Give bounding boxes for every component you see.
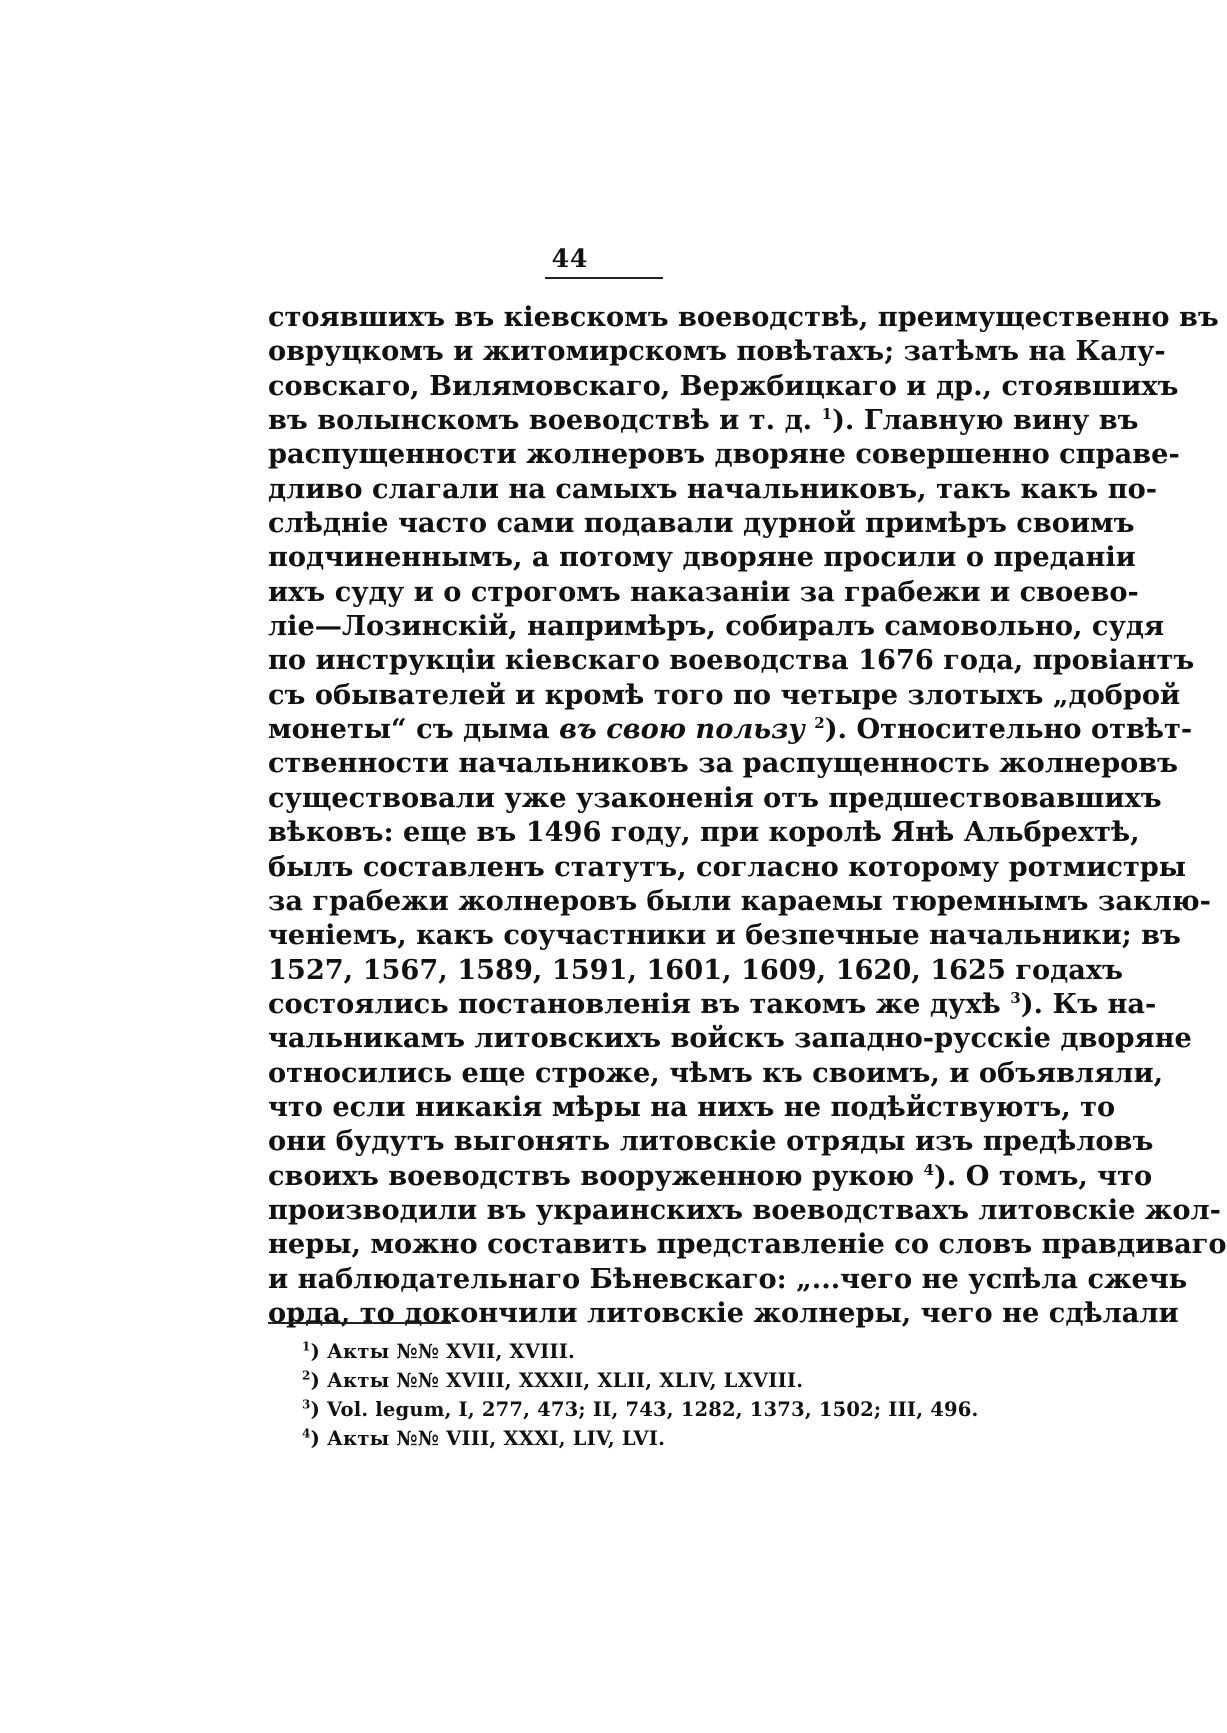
footnote bbox=[302, 1424, 922, 1453]
text-line bbox=[268, 403, 1139, 437]
text-segment: существовали уже узаконенія отъ предшествовавшихъ bbox=[268, 781, 1162, 814]
text-segment: овруцкомъ и житомирскомъ повѣтахъ; затѣмъ на Калу- bbox=[268, 335, 1166, 368]
text-segment: съ обывателей и кромѣ того по четыре злотыхъ „доброй bbox=[268, 678, 1181, 711]
footnote-text: ) Акты №№ VIII, XXXI, LIV, LVI. bbox=[310, 1427, 666, 1450]
text-segment: ченіемъ, какъ соучастники и безпечные начальники; въ bbox=[268, 919, 1181, 952]
text-line bbox=[268, 1159, 1153, 1193]
text-line bbox=[268, 918, 1181, 952]
text-line bbox=[268, 609, 1165, 643]
footnote-mark: 4 bbox=[302, 1426, 311, 1441]
text-line bbox=[268, 884, 1211, 918]
text-segment: своихъ воеводствъ вооруженною рукою bbox=[268, 1159, 924, 1192]
text-segment: совскаго, Вилямовскаго, Вержбицкаго и др., стоявшихъ bbox=[268, 369, 1179, 402]
footnote bbox=[302, 1366, 922, 1395]
text-segment bbox=[805, 713, 814, 745]
text-segment: ихъ суду и о строгомъ наказаніи за грабежи и своево- bbox=[268, 575, 1139, 608]
text-segment: стоявшихъ въ кіевскомъ воеводствѣ, преимущественно въ bbox=[268, 301, 1219, 333]
footnote-rule bbox=[268, 1322, 451, 1324]
footnote-text: ) Vol. legum, I, 277, 473; II, 743, 1282, 1373, 1502; III, 496. bbox=[310, 1398, 979, 1421]
text-segment: въ волынскомъ воеводствѣ и т. д. bbox=[268, 404, 822, 437]
footnotes bbox=[302, 1337, 979, 1453]
text-segment: ). Главную вину въ bbox=[832, 404, 1139, 437]
footnote-text: ) Акты №№ XVII, XVIII. bbox=[310, 1340, 576, 1363]
text-line bbox=[268, 575, 1139, 609]
text-segment: слѣдніе часто сами подавали дурной примѣръ своимъ bbox=[268, 507, 1135, 540]
text-line bbox=[268, 953, 1123, 987]
footnote-mark: 3 bbox=[302, 1397, 311, 1412]
text-segment: дливо слагали на самыхъ начальниковъ, такъ какъ по- bbox=[268, 472, 1158, 505]
footnote bbox=[302, 1337, 922, 1366]
text-segment: производили въ украинскихъ воеводствахъ литовскіе жол- bbox=[268, 1193, 1221, 1226]
text-segment: и наблюдательнаго Бѣневскаго: „...чего не успѣла сжечь bbox=[268, 1262, 1188, 1295]
text-segment: былъ составленъ статутъ, согласно которому ротмистры bbox=[268, 850, 1187, 883]
text-line bbox=[268, 712, 1193, 746]
text-segment: что если никакія мѣры на нихъ не подѣйствуютъ, то bbox=[268, 1090, 1116, 1123]
footnote-mark: 2 bbox=[302, 1368, 311, 1383]
text-segment: распущенности жолнеровъ дворяне совершенно справе- bbox=[268, 438, 1180, 471]
body-text bbox=[268, 300, 1227, 1330]
text-line bbox=[268, 1090, 1116, 1124]
text-line bbox=[268, 334, 1166, 368]
text-line bbox=[268, 1193, 1221, 1227]
text-line bbox=[268, 369, 1179, 403]
text-line bbox=[268, 815, 1140, 849]
footnote bbox=[302, 1395, 979, 1424]
page-number: 44 bbox=[551, 244, 589, 273]
footnote-reference: 2 bbox=[814, 714, 825, 733]
text-line bbox=[268, 850, 1187, 884]
text-line bbox=[268, 540, 1136, 574]
text-segment: неры, можно составить представленіе со словъ правдиваго bbox=[268, 1228, 1227, 1261]
text-segment: за грабежи жолнеровъ были караемы тюремнымъ заклю- bbox=[268, 884, 1211, 917]
text-line bbox=[268, 781, 1162, 815]
text-segment: орда, то докончили литовскіе жолнеры, чего не сдѣлали bbox=[268, 1296, 1179, 1329]
text-segment: ліе—Лозинскій, напримѣръ, собиралъ самовольно, судя bbox=[268, 610, 1165, 643]
text-segment: состоялись постановленія въ такомъ же духѣ bbox=[268, 987, 1011, 1020]
footnote-reference: 4 bbox=[923, 1160, 934, 1179]
text-segment: подчиненнымъ, а потому дворяне просили о преданіи bbox=[268, 541, 1136, 574]
text-line bbox=[268, 643, 1195, 677]
text-line bbox=[268, 1124, 1154, 1158]
text-line bbox=[268, 746, 1178, 780]
footnote-text: ) Акты №№ XVIII, XXXII, XLII, XLIV, LXVIII. bbox=[310, 1369, 804, 1392]
text-line bbox=[268, 1056, 1164, 1090]
text-segment: 1527, 1567, 1589, 1591, 1601, 1609, 1620, 1625 годахъ bbox=[268, 953, 1123, 986]
footnote-mark: 1 bbox=[302, 1339, 311, 1354]
text-segment: ). Къ на- bbox=[1020, 987, 1157, 1020]
text-segment: ). Относительно отвѣт- bbox=[824, 713, 1193, 746]
footnote-reference: 3 bbox=[1010, 988, 1021, 1007]
text-segment: ). О томъ, что bbox=[933, 1159, 1153, 1192]
text-line bbox=[268, 1227, 1227, 1261]
text-segment: вѣковъ: еще въ 1496 году, при королѣ Янѣ Альбрехтѣ, bbox=[268, 816, 1140, 849]
text-line bbox=[268, 472, 1158, 506]
page-number-rule bbox=[545, 277, 663, 279]
text-line bbox=[268, 506, 1135, 540]
text-line bbox=[268, 1021, 1192, 1055]
text-segment: ственности начальниковъ за распущенность жолнеровъ bbox=[268, 747, 1178, 780]
footnote-reference: 1 bbox=[821, 404, 833, 423]
text-line bbox=[268, 678, 1181, 712]
text-segment: чальникамъ литовскихъ войскъ западно-русскіе дворяне bbox=[268, 1022, 1192, 1055]
text-segment: они будутъ выгонять литовскіе отряды изъ предѣловъ bbox=[268, 1125, 1154, 1158]
text-segment: по инструкціи кіевскаго воеводства 1676 года, провіантъ bbox=[268, 644, 1195, 677]
text-line bbox=[268, 437, 1180, 471]
italic-phrase: въ свою пользу bbox=[559, 713, 805, 746]
text-segment: монеты“ съ дыма bbox=[268, 713, 560, 746]
text-segment: относились еще строже, чѣмъ къ своимъ, и объявляли, bbox=[268, 1056, 1164, 1089]
text-line bbox=[268, 1262, 1188, 1296]
text-line bbox=[268, 987, 1157, 1021]
text-line bbox=[268, 300, 1219, 334]
text-line bbox=[268, 1296, 1179, 1330]
